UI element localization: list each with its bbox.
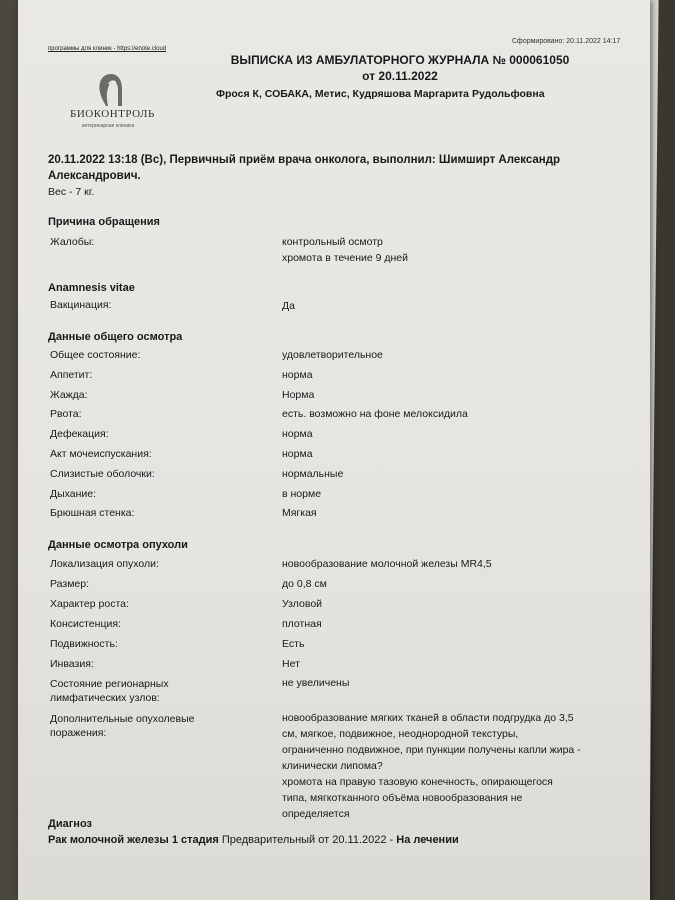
- extra-line: ограниченно подвижное, при пункции получены капли жира -: [282, 744, 581, 756]
- tumor-exam-value: до 0,8 см: [282, 578, 327, 590]
- general-exam-value: есть. возможно на фоне мелоксидила: [282, 408, 468, 421]
- visit-line-1: 20.11.2022 13:18 (Вс), Первичный приём врача онколога, выполнил: Шимширт Александр: [48, 154, 561, 166]
- general-exam-value: в норме: [282, 487, 322, 500]
- general-exam-value: норма: [282, 448, 313, 460]
- lymph-label-line-2: лимфатических узлов:: [50, 692, 160, 704]
- patient-info: Фрося К, СОБАКА, Метис, Кудряшова Маргарита Рудольфовна: [216, 88, 545, 100]
- complaints-label: Жалобы:: [50, 236, 95, 248]
- tumor-exam-value: Нет: [282, 658, 300, 670]
- tumor-exam-label: Локализация опухоли:: [50, 558, 159, 570]
- general-exam-label: Общее состояние:: [50, 349, 141, 361]
- extra-line: новообразование мягких тканей в области подгрудка до 3,5: [282, 712, 574, 724]
- document-date: от 20.11.2022: [362, 69, 438, 83]
- tumor-exam-value: плотная: [282, 618, 322, 630]
- section-anamnesis: Anamnesis vitae: [48, 282, 135, 294]
- complaints-line-2: хромота в течение 9 дней: [282, 252, 408, 264]
- extra-line: клинически липома?: [282, 760, 383, 772]
- tumor-exam-value: новообразование молочной железы MR4,5: [282, 558, 492, 570]
- general-exam-value: Норма: [282, 388, 315, 401]
- clinic-logo-text: БИОКОНТРОЛЬ: [70, 108, 155, 120]
- weight-text: Вес - 7 кг.: [48, 186, 95, 198]
- general-exam-value: нормальные: [282, 467, 344, 480]
- tumor-exam-label: Инвазия:: [50, 658, 94, 670]
- general-exam-value: норма: [282, 428, 313, 441]
- extra-line: хромота на правую тазовую конечность, опирающегося: [282, 776, 553, 788]
- complaints-value: [282, 234, 642, 266]
- diagnosis-prelim: Предварительный от 20.11.2022 -: [221, 834, 394, 846]
- general-exam-value: удовлетворительное: [282, 349, 383, 361]
- visit-header: [48, 152, 628, 184]
- diagnosis-line: [48, 834, 459, 846]
- general-exam-label: Дыхание:: [50, 487, 97, 500]
- lymph-nodes-label: [50, 677, 270, 705]
- general-exam-label: Рвота:: [50, 408, 82, 421]
- tumor-exam-label: Размер:: [50, 578, 90, 590]
- general-exam-label: Жажда:: [50, 388, 88, 401]
- extra-label-line-1: Дополнительные опухолевые: [50, 713, 195, 725]
- vaccination-label: Вакцинация:: [50, 299, 112, 311]
- section-tumor-exam: Данные осмотра опухоли: [48, 539, 188, 551]
- clinic-software-link[interactable]: программы для клиник - https://enote.cloud: [48, 46, 167, 52]
- extra-line: типа, мягкотканного объёма новообразования не: [282, 792, 523, 804]
- tumor-exam-value: Узловой: [282, 598, 323, 610]
- tumor-exam-label: Консистенция:: [50, 618, 121, 630]
- general-exam-value: норма: [282, 368, 313, 381]
- extra-label-line-2: поражения:: [50, 727, 107, 739]
- section-diagnosis: Диагноз: [48, 818, 92, 830]
- complaints-line-1: контрольный осмотр: [282, 236, 383, 248]
- diagnosis-status: На лечении: [396, 834, 459, 846]
- extra-lesions-value: [282, 710, 642, 822]
- general-exam-label: Слизистые оболочки:: [50, 467, 155, 480]
- section-general-exam: Данные общего осмотра: [48, 331, 183, 343]
- extra-line: определяется: [282, 808, 350, 820]
- tumor-exam-label: Характер роста:: [50, 598, 129, 610]
- general-exam-value: Мягкая: [282, 507, 317, 520]
- lymph-nodes-value: не увеличены: [282, 677, 350, 689]
- vaccination-value: Да: [282, 300, 295, 312]
- lymph-label-line-1: Состояние регионарных: [50, 678, 169, 690]
- diagnosis-name: Рак молочной железы 1 стадия: [48, 834, 219, 846]
- general-exam-label: Аппетит:: [50, 368, 93, 381]
- extra-line: см, мягкое, подвижное, неоднородной текстуры,: [282, 728, 519, 740]
- general-exam-label: Акт мочеиспускания:: [50, 448, 152, 460]
- general-exam-label: Дефекация:: [50, 428, 109, 441]
- tumor-exam-label: Подвижность:: [50, 638, 118, 650]
- document-title: ВЫПИСКА ИЗ АМБУЛАТОРНОГО ЖУРНАЛА № 000061050: [230, 53, 570, 67]
- section-reason: Причина обращения: [48, 216, 160, 228]
- clinic-logo-icon: [94, 72, 128, 108]
- generated-timestamp: Сформировано: 20.11.2022 14:17: [512, 38, 621, 45]
- general-exam-label: Брюшная стенка:: [50, 507, 135, 520]
- extra-lesions-label: [50, 712, 270, 740]
- visit-line-2: Александрович.: [48, 170, 141, 182]
- clinic-logo-subtitle: ветеринарная клиника: [82, 123, 135, 129]
- tumor-exam-value: Есть: [282, 638, 305, 650]
